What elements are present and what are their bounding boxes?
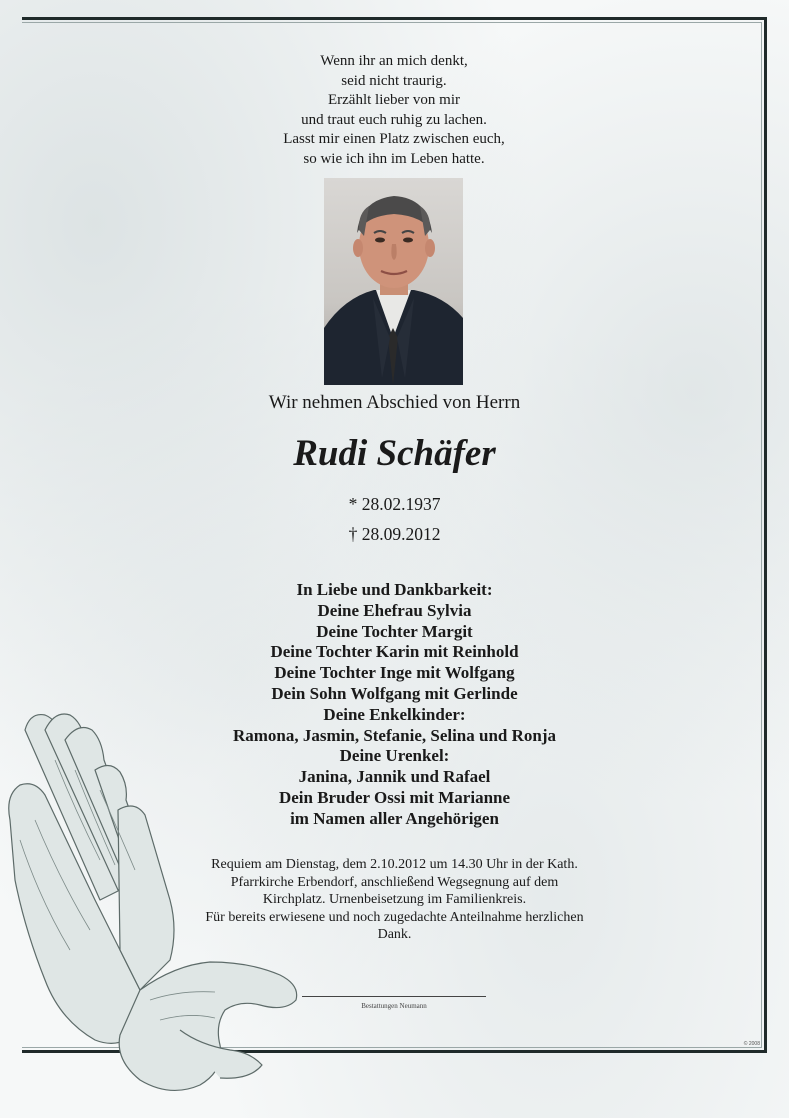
poem-line: Lasst mir einen Platz zwischen euch,	[283, 131, 505, 147]
life-dates	[250, 489, 539, 549]
family-line: Janina, Jannik und Rafael	[298, 767, 491, 787]
poem-line: seid nicht traurig.	[341, 72, 447, 89]
notice-line: Pfarrkirche Erbendorf, anschließend Wegsegnung auf dem	[230, 874, 559, 890]
family-line: im Namen aller Angehörigen	[290, 808, 499, 828]
notice-line: Dank.	[377, 927, 412, 942]
portrait-photo	[324, 178, 463, 385]
family-line: Deine Ehefrau Sylvia	[317, 600, 472, 620]
notice-line: Für bereits erwiesene und noch zugedachte Anteilnahme herzlichen	[205, 909, 584, 925]
poem-line: Erzählt lieber von mir	[327, 92, 461, 108]
family-line: Dein Bruder Ossi mit Marianne	[278, 787, 511, 807]
notice-line: Kirchplatz. Urnenbeisetzung im Familienkreis.	[262, 892, 527, 907]
poem-line: Wenn ihr an mich denkt,	[320, 53, 468, 69]
signature-line	[302, 996, 486, 997]
poem-line: und traut euch ruhig zu lachen.	[301, 111, 487, 128]
family-line: Ramona, Jasmin, Stefanie, Selina und Ronja	[232, 725, 557, 745]
poem-line: so wie ich ihn im Leben hatte.	[303, 150, 485, 167]
family-line: Deine Tochter Inge mit Wolfgang	[274, 663, 515, 683]
family-line: Deine Urenkel:	[339, 746, 450, 766]
farewell-intro: Wir nehmen Abschied von Herrn	[268, 392, 521, 413]
undertaker-name: Bestattungen Neumann	[361, 1002, 427, 1010]
praying-hands-illustration	[0, 700, 310, 1118]
copyright-mark: © 2008	[743, 1041, 760, 1047]
family-line: Dein Sohn Wolfgang mit Gerlinde	[271, 683, 518, 703]
family-line: In Liebe und Dankbarkeit:	[296, 580, 493, 599]
poem	[194, 52, 594, 169]
birth-date: * 28.02.1937	[348, 494, 441, 514]
family-line: Deine Tochter Margit	[316, 621, 473, 641]
death-date: † 28.09.2012	[348, 524, 441, 544]
family-line: Deine Enkelkinder:	[323, 704, 466, 724]
family-line: Deine Tochter Karin mit Reinhold	[270, 642, 519, 662]
deceased-name: Rudi Schäfer	[293, 433, 496, 474]
notice-line: Requiem am Dienstag, dem 2.10.2012 um 14.30 Uhr in der Kath.	[211, 857, 578, 872]
